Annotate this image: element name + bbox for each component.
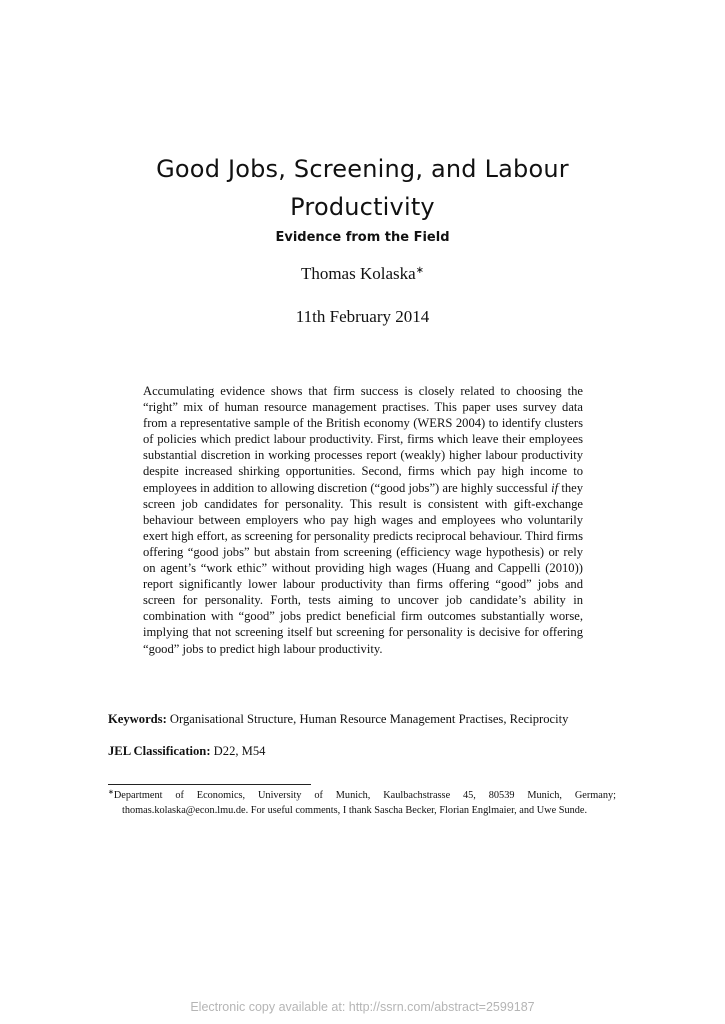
ssrn-footer-link[interactable]: Electronic copy available at: http://ssrn.com/abstract=2599187	[190, 1000, 535, 1014]
keywords	[108, 711, 616, 727]
paper-date: 11th February 2014	[295, 307, 430, 326]
paper-title	[0, 150, 725, 226]
author-line	[0, 263, 725, 285]
footnote-body	[108, 789, 616, 818]
paper-subtitle: Evidence from the Field	[275, 230, 450, 245]
keywords-label: Keywords:	[108, 712, 167, 726]
jel-label: JEL Classification:	[108, 744, 211, 758]
abstract	[143, 383, 583, 657]
keywords-text: Organisational Structure, Human Resource Management Practises, Reciprocity	[169, 712, 569, 726]
jel-codes: D22, M54	[213, 744, 266, 758]
footnote-mark: ∗	[108, 788, 114, 796]
title-line-2: Productivity	[290, 193, 435, 221]
abstract-text-part-2: they screen job candidates for personality. This result is consistent with gift-exchange behaviour between employers who pay high wages and employees who voluntarily exert high effort, as screening for personality predicts reciprocal behaviour. Third firms offering “good jobs” but abstain from screening (efficiency wage hypothesis) or rely on agent’s “work ethic” without providing high wages (Huang and Cappelli (2010)) report significantly lower labour productivity than firms offering “good” jobs and screen for personality. Forth, tests aiming to uncover job candidate’s ability in combination with “good” jobs predict beneficial firm outcomes substantially worse, implying that not screening itself but screening for personality is decisive for offering “good” jobs to predict high labour productivity.	[143, 480, 584, 656]
title-line-1: Good Jobs, Screening, and Labour	[156, 155, 569, 183]
jel-classification	[108, 743, 616, 759]
author-name: Thomas Kolaska	[300, 264, 416, 283]
abstract-text-part-1: Accumulating evidence shows that firm success is closely related to choosing the “right” mix of human resource management practises. This paper uses survey data from a representative sample of the British economy (WERS 2004) to identify clusters of policies which predict labour productivity. First, firms which leave their employees substantial discretion in working processes report (weakly) higher labour productivity despite increased shirking opportunities. Second, firms which pay high income to employees in addition to allowing discretion (“good jobs”) are highly successful	[143, 384, 583, 495]
footnote-rule	[108, 784, 311, 785]
author-footnote-mark[interactable]: ∗	[415, 265, 425, 276]
footnote-text: Department of Economics, University of Munich, Kaulbachstrasse 45, 80539 Munich, Germany; thomas.kolaska@econ.lmu.de. For useful comments, I thank Sascha Becker, Florian Englmaier, and Uwe Sunde.	[113, 790, 616, 816]
abstract-emphasis: if	[551, 480, 559, 495]
footnote	[108, 789, 616, 818]
